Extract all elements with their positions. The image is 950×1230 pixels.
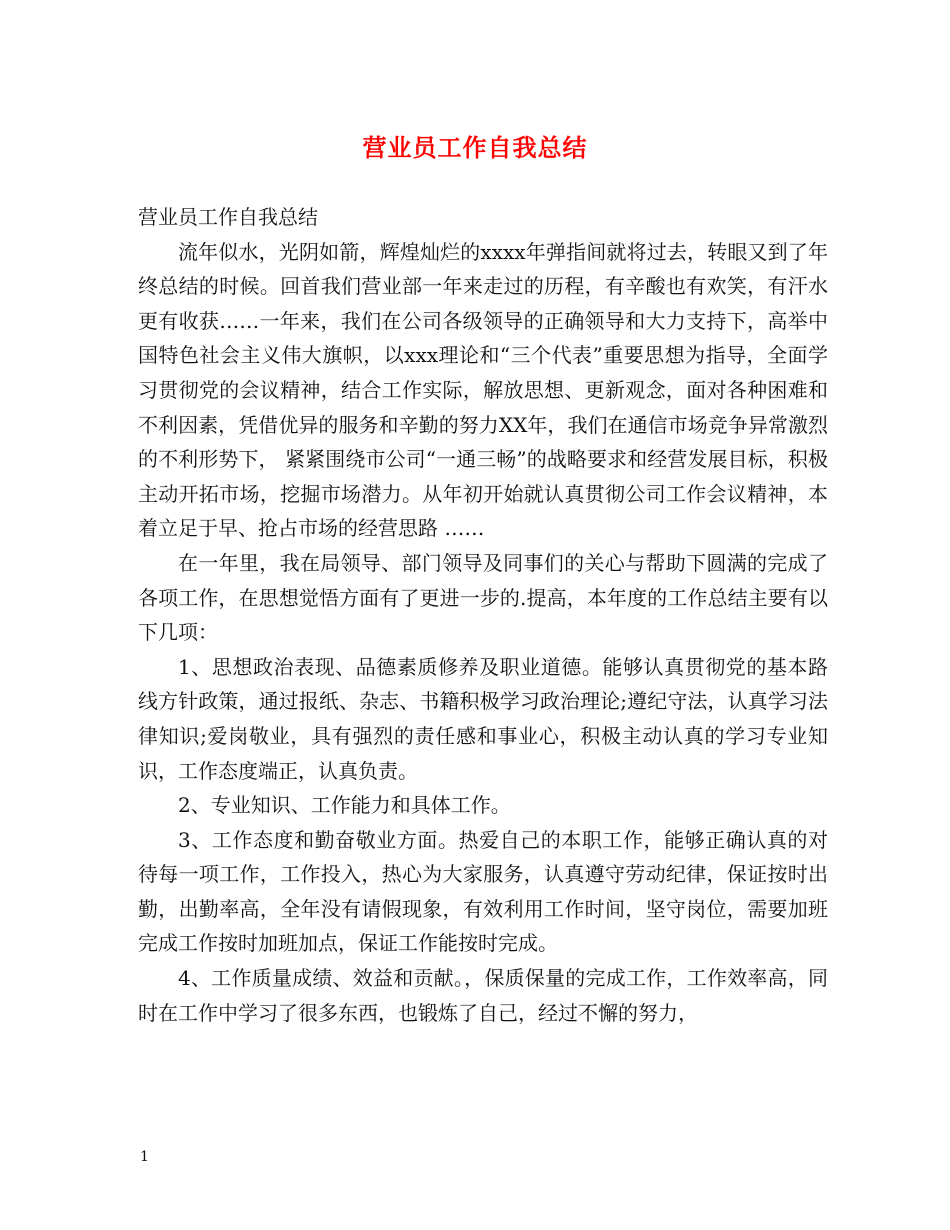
document-subtitle: 营业员工作自我总结 [138,205,318,229]
document-title: 营业员工作自我总结 [362,133,588,162]
paragraph-1: 流年似水，光阴如箭，辉煌灿烂的xxxx年弹指间就将过去，转眼又到了年终总结的时候。回首我们营业部一年来走过的历程，有辛酸也有欢笑，有汗水更有收获……一年来，我们在公司各级领导的正确领导和大力支持下，高举中国特色社会主义伟大旗帜，以xxx理论和“三个代表”重要思想为指导，全面学习贯彻党的会议精神，结合工作实际，解放思想、更新观念，面对各种困难和不利因素，凭借优异的服务和辛勤的努力XX年，我们在通信市场竞争异常激烈的不利形势下， 紧紧围绕市公司“一通三畅”的战略要求和经营发展目标，积极主动开拓市场，挖掘市场潜力。从年初开始就认真贯彻公司工作会议精神，本着立足于早、抢占市场的经营思路 …… [138,239,828,541]
paragraph-6: 4、工作质量成绩、效益和贡献。，保质保量的完成工作，工作效率高，同时在工作中学习了很多东西，也锻炼了自己，经过不懈的努力， [138,966,828,1025]
paragraph-2: 在一年里，我在局领导、部门领导及同事们的关心与帮助下圆满的完成了各项工作，在思想觉悟方面有了更进一步的.提高，本年度的工作总结主要有以下几项： [138,550,828,645]
paragraph-5: 3、工作态度和勤奋敬业方面。热爱自己的本职工作，能够正确认真的对待每一项工作，工作投入，热心为大家服务，认真遵守劳动纪律，保证按时出勤，出勤率高，全年没有请假现象，有效利用工作时间，坚守岗位，需要加班完成工作按时加班加点，保证工作能按时完成。 [138,827,828,956]
paragraph-4: 2、专业知识、工作能力和具体工作。 [178,793,511,818]
page-number: 1 [140,1149,149,1165]
document-body [138,200,828,1030]
paragraph-3: 1、思想政治表现、品德素质修养及职业道德。能够认真贯彻党的基本路线方针政策，通过报纸、杂志、书籍积极学习政治理论;遵纪守法，认真学习法律知识;爱岗敬业，具有强烈的责任感和事业心，积极主动认真的学习专业知识，工作态度端正，认真负责。 [138,654,828,783]
